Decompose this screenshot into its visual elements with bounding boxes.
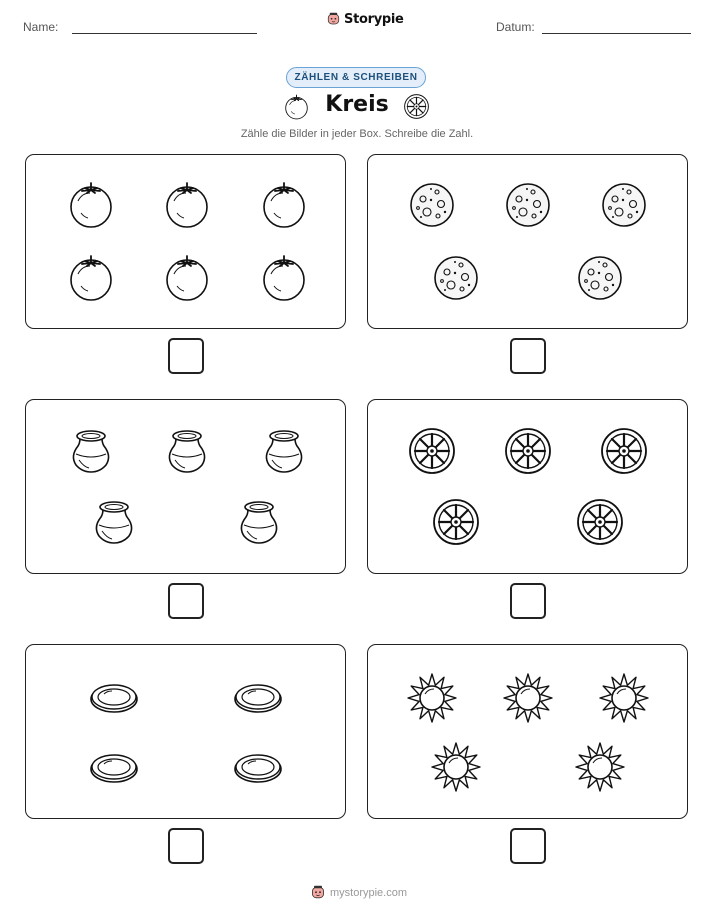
answer-box-pot[interactable] [168,583,204,619]
sun-icon [431,742,481,792]
pot-icon [234,497,284,547]
answer-box-wheel[interactable] [510,583,546,619]
wheel-icon [431,497,481,547]
answer-box-moon[interactable] [510,338,546,374]
wheel-icon [503,426,553,476]
tomato-icon [162,179,212,229]
answer-box-tomato[interactable] [168,338,204,374]
plate-icon [89,742,139,792]
plate-icon [233,672,283,722]
footer [310,885,407,901]
pot-icon [89,497,139,547]
moon-icon [407,180,457,230]
wheel-icon [575,497,625,547]
tomato-icon [259,252,309,302]
instruction-text: Zähle die Bilder in jeder Box. Schreibe die Zahl. [240,128,474,140]
category-badge: ZÄHLEN & SCHREIBEN [286,67,426,88]
sun-icon [503,673,553,723]
moon-icon [503,180,553,230]
plate-icon [89,672,139,722]
name-label: Name: [23,20,59,34]
answer-box-plate[interactable] [168,828,204,864]
moon-icon [599,180,649,230]
tomato-icon [162,252,212,302]
counting-box-moon [367,154,688,329]
date-label: Datum: [496,20,535,34]
date-line[interactable] [542,33,691,34]
tomato-icon [66,179,116,229]
moon-icon [431,253,481,303]
answer-box-sun[interactable] [510,828,546,864]
pot-icon [162,426,212,476]
plate-icon [233,742,283,792]
pot-icon [259,426,309,476]
brand-logo [326,12,404,27]
mascot-icon [326,12,341,27]
footer-url[interactable]: mystorypie.com [330,887,408,899]
sun-icon [575,742,625,792]
name-line[interactable] [72,33,257,34]
counting-box-plate [25,644,346,819]
wheel-icon [403,93,430,120]
wheel-icon [599,426,649,476]
counting-box-tomato [25,154,346,329]
page-title: Kreis [325,92,389,117]
mascot-icon [310,885,326,901]
counting-box-sun [367,644,688,819]
sun-icon [599,673,649,723]
brand-name: Storypie [344,12,404,27]
sun-icon [407,673,457,723]
moon-icon [575,253,625,303]
tomato-icon [259,179,309,229]
wheel-icon [407,426,457,476]
pot-icon [66,426,116,476]
counting-box-wheel [367,399,688,574]
counting-box-pot [25,399,346,574]
tomato-icon [66,252,116,302]
